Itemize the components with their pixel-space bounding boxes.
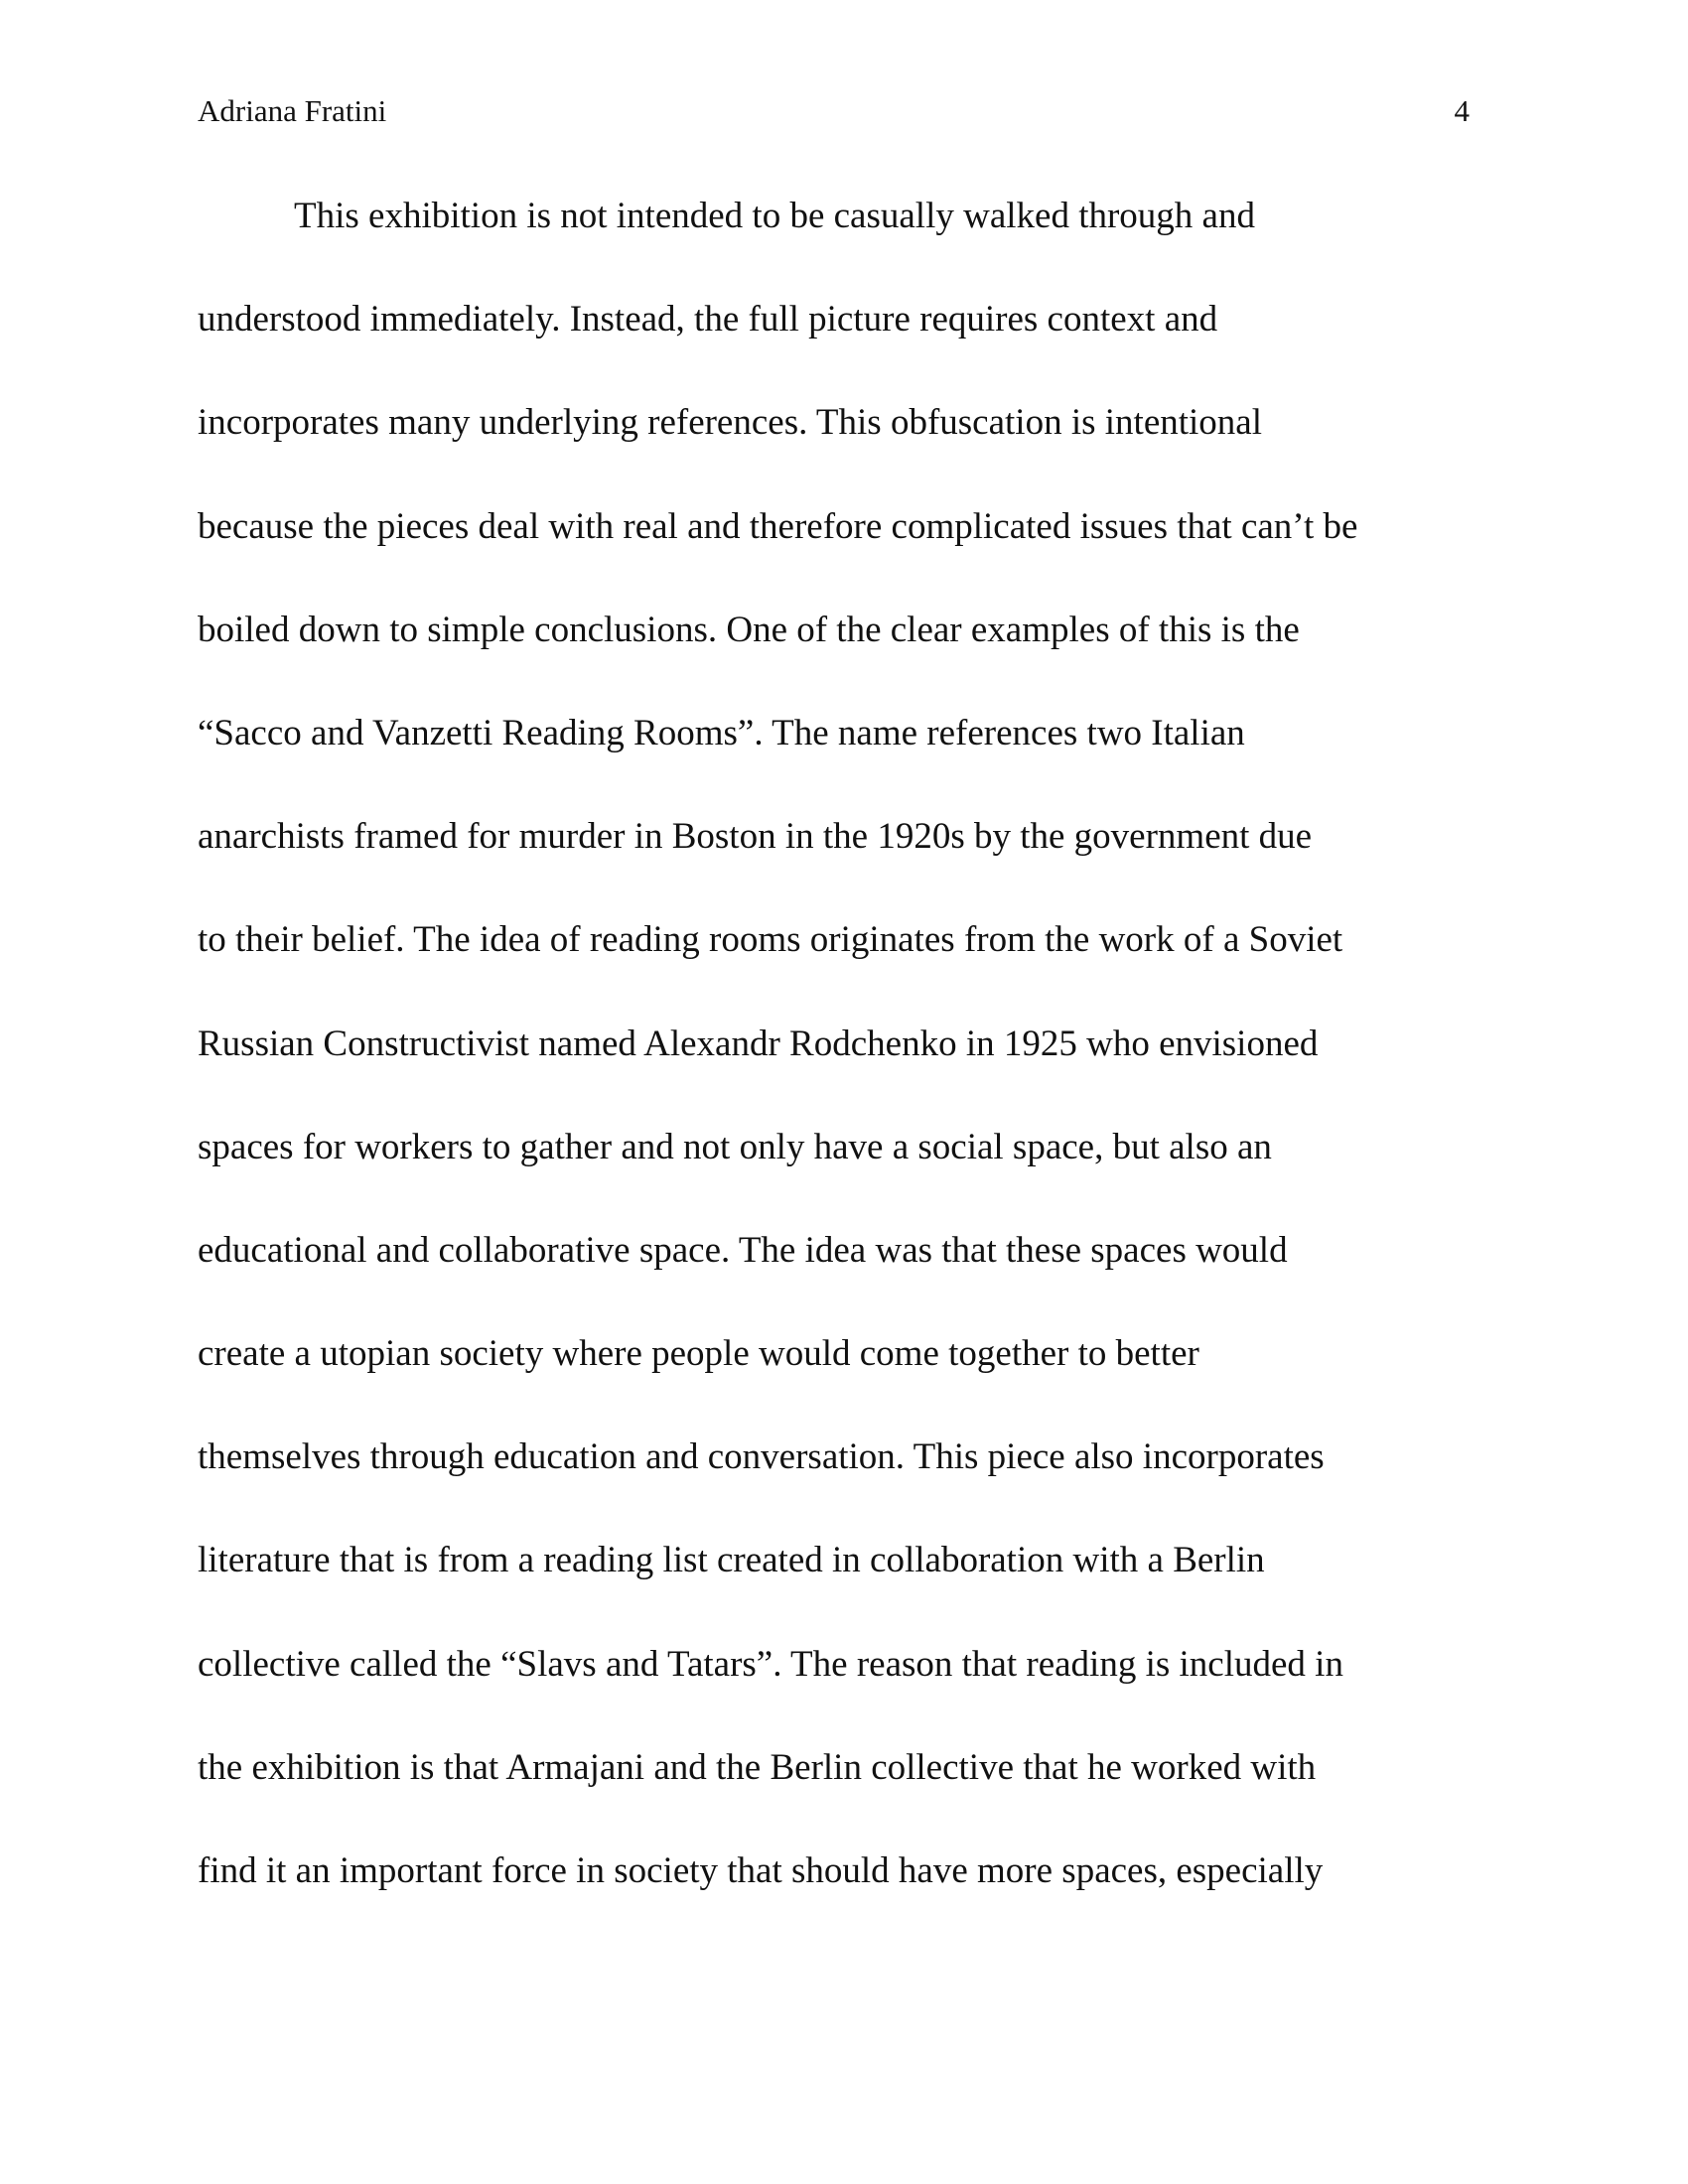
paragraph-line: the exhibition is that Armajani and the Berlin collective that he worked with	[198, 1746, 1317, 1788]
paragraph-line: spaces for workers to gather and not only have a social space, but also an	[198, 1126, 1272, 1167]
paragraph-line: find it an important force in society that should have more spaces, especially	[198, 1850, 1324, 1891]
paragraph-line: This exhibition is not intended to be casually walked through and	[294, 196, 1255, 236]
body-paragraph	[198, 189, 1488, 1947]
page-number: 4	[1454, 93, 1470, 128]
paragraph-line: understood immediately. Instead, the full picture requires context and	[198, 299, 1218, 341]
paragraph-line: boiled down to simple conclusions. One of the clear examples of this is the	[198, 609, 1300, 650]
paragraph-line: literature that is from a reading list created in collaboration with a Berlin	[198, 1540, 1265, 1581]
paragraph-line: because the pieces deal with real and therefore complicated issues that can’t be	[198, 505, 1358, 547]
paragraph-line: incorporates many underlying references. This obfuscation is intentional	[198, 402, 1263, 444]
paragraph-line: Russian Constructivist named Alexandr Rodchenko in 1925 who envisioned	[198, 1023, 1319, 1064]
paragraph-line: anarchists framed for murder in Boston in the 1920s by the government due	[198, 816, 1313, 858]
paragraph-line: collective called the “Slavs and Tatars”. The reason that reading is included in	[198, 1643, 1343, 1685]
paragraph-line: “Sacco and Vanzetti Reading Rooms”. The name references two Italian	[198, 712, 1245, 753]
paragraph-line: themselves through education and conversation. This piece also incorporates	[198, 1436, 1325, 1478]
paragraph-line: create a utopian society where people would come together to better	[198, 1333, 1199, 1375]
header-author: Adriana Fratini	[198, 93, 387, 128]
paragraph-line: to their belief. The idea of reading rooms originates from the work of a Soviet	[198, 919, 1343, 961]
paragraph-line: educational and collaborative space. The idea was that these spaces would	[198, 1229, 1288, 1271]
